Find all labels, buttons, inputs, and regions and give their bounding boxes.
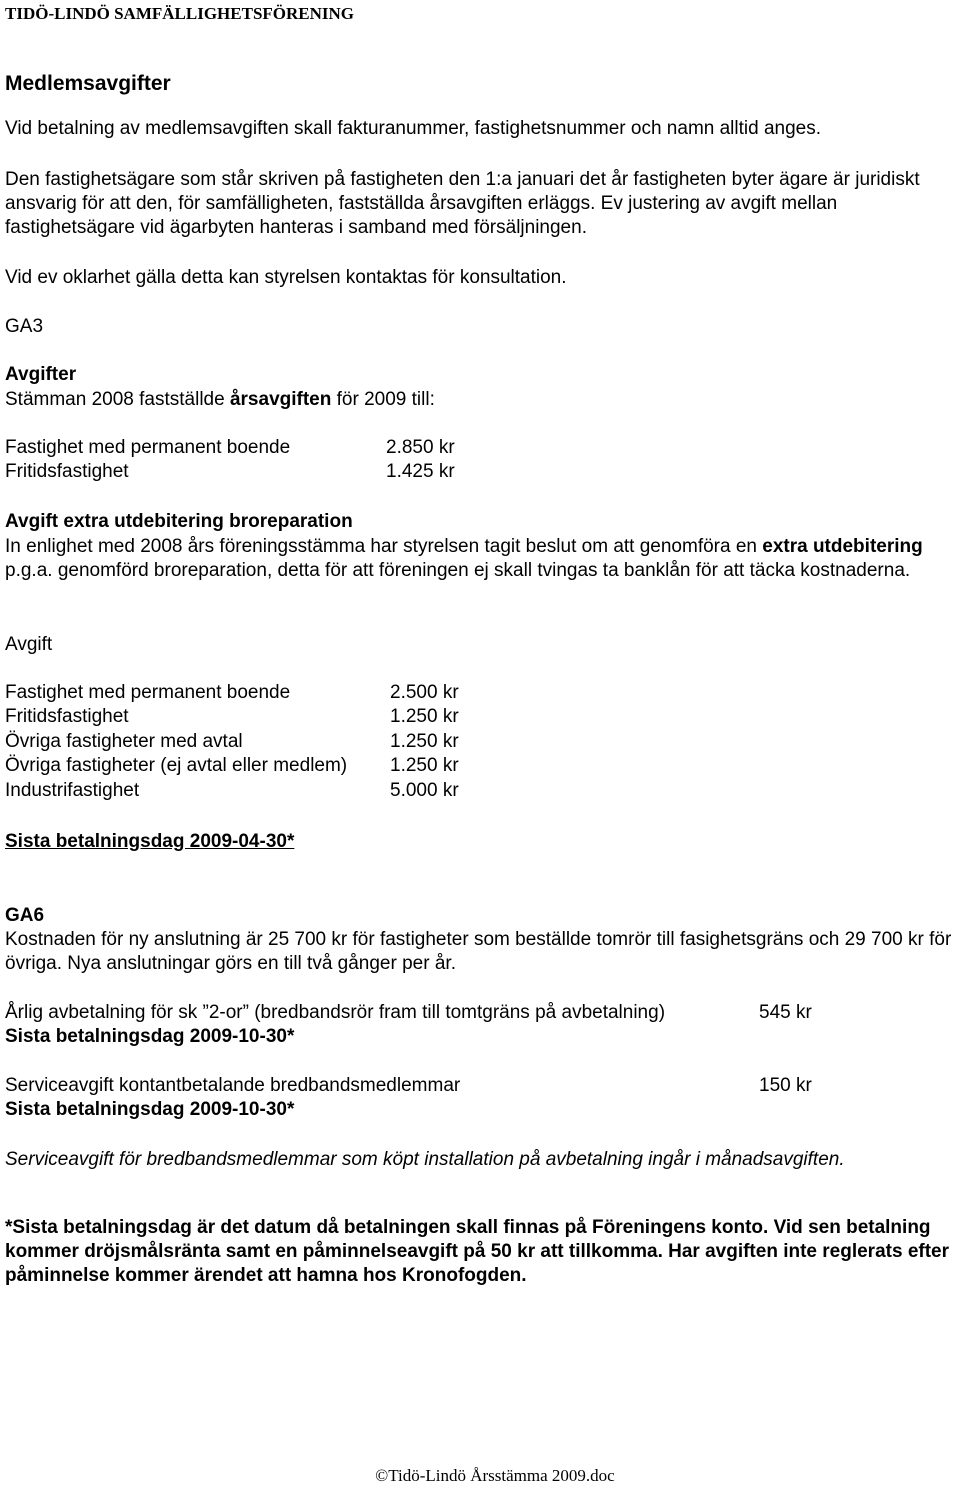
decision-text-bold: årsavgiften — [229, 389, 332, 410]
fee-amount: 2.500 kr — [390, 682, 459, 703]
service-fee-deadline: Sista betalningsdag 2009-10-30* — [5, 1099, 295, 1120]
extra-text-1: In enlighet med 2008 års föreningsstämma har styrelsen tagit beslut om att genomföra en — [5, 536, 763, 557]
footer-filename: ©Tidö-Lindö Årsstämma 2009.doc — [375, 1466, 615, 1485]
fee-amount: 1.250 kr — [390, 731, 459, 752]
fees-heading: Avgifter — [5, 364, 77, 385]
decision-text-post: för 2009 till: — [331, 389, 435, 410]
fee-label: Fritidsfastighet — [5, 461, 129, 482]
extra-fee-heading: Avgift extra utdebitering broreparation — [5, 511, 353, 532]
fee-label: Fritidsfastighet — [5, 706, 129, 727]
fee-amount: 1.250 kr — [390, 706, 459, 727]
annual-fee-decision — [5, 388, 435, 412]
installment-label: Årlig avbetalning för sk ”2-or” (bredbandsrör fram till tomtgräns på avbetalning) — [5, 1002, 666, 1023]
page-title: Medlemsavgifter — [5, 72, 171, 95]
section-heading-ga6: GA6 — [5, 905, 45, 926]
fee-label: Övriga fastigheter (ej avtal eller medlem) — [5, 755, 348, 776]
extra-fee-paragraph — [5, 535, 955, 583]
fee-amount: 1.250 kr — [390, 755, 459, 776]
extra-text-2: p.g.a. genomförd broreparation, detta för att föreningen ej skall tvingas ta banklån för att täcka kostnaderna. — [5, 560, 911, 581]
payment-footnote: *Sista betalningsdag är det datum då betalningen skall finnas på Föreningens konto. Vid sen betalning kommer dröjsmålsränta samt en påminnelseavgift på 50 kr att tillkomma. Har avgiften inte reglerats efter påminnelse kommer ärendet att hamna hos Kronofogden. — [5, 1217, 949, 1286]
document-footer — [0, 1465, 960, 1487]
section-heading-ga3: GA3 — [5, 316, 44, 337]
service-fee-amount: 150 kr — [759, 1075, 812, 1096]
organization-name: TIDÖ-LINDÖ SAMFÄLLIGHETSFÖRENING — [5, 4, 355, 23]
extra-fee-label: Avgift — [5, 634, 53, 655]
fee-label: Fastighet med permanent boende — [5, 437, 291, 458]
fee-label: Övriga fastigheter med avtal — [5, 731, 243, 752]
fee-amount: 2.850 kr — [386, 437, 455, 458]
decision-text-pre: Stämman 2008 fastställde — [5, 389, 230, 410]
contact-board-paragraph: Vid ev oklarhet gälla detta kan styrelsen kontaktas för konsultation. — [5, 267, 567, 288]
fee-label: Fastighet med permanent boende — [5, 682, 291, 703]
service-fee-note: Serviceavgift för bredbandsmedlemmar som köpt installation på avbetalning ingår i månadsavgiften. — [5, 1149, 845, 1170]
fee-amount: 5.000 kr — [390, 780, 459, 801]
installment-amount: 545 kr — [759, 1002, 812, 1023]
extra-text-bold: extra utdebitering — [762, 536, 923, 557]
installment-deadline: Sista betalningsdag 2009-10-30* — [5, 1026, 295, 1047]
payment-instructions: Vid betalning av medlemsavgiften skall fakturanummer, fastighetsnummer och namn alltid anges. — [5, 118, 822, 139]
connection-cost-paragraph: Kostnaden för ny anslutning är 25 700 kr för fastigheter som beställde tomrör till fasighetsgräns och 29 700 kr för övriga. Nya anslutningar görs en till två gånger per år. — [5, 929, 952, 974]
service-fee-label: Serviceavgift kontantbetalande bredbandsmedlemmar — [5, 1075, 461, 1096]
fee-label: Industrifastighet — [5, 780, 140, 801]
fee-amount: 1.425 kr — [386, 461, 455, 482]
payment-deadline-ga3: Sista betalningsdag 2009-04-30* — [5, 831, 295, 852]
owner-responsibility-paragraph: Den fastighetsägare som står skriven på fastigheten den 1:a januari det år fastigheten byter ägare är juridiskt ansvarig för att den, för samfälligheten, fastställda årsavgiften erläggs. Ev justering av avgift mellan fastighetsägare vid ägarbyten hanteras i samband med försäljningen. — [5, 169, 920, 238]
